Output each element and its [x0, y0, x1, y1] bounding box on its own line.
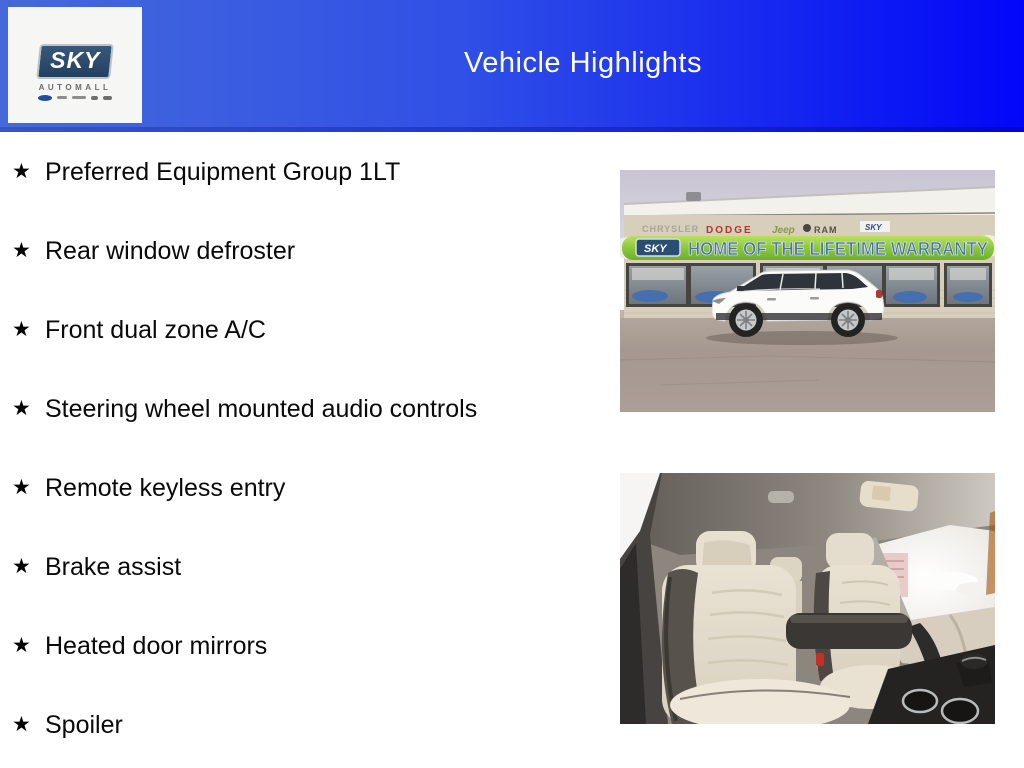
feature-item [12, 158, 477, 186]
header [0, 0, 1024, 127]
feature-item [12, 395, 477, 423]
feature-label: Remote keyless entry [45, 474, 286, 502]
ram-head-icon [803, 224, 811, 232]
sign-ram: RAM [814, 225, 838, 235]
star-bullet-icon: ★ [12, 397, 31, 420]
star-bullet-icon: ★ [12, 634, 31, 657]
ford-logo-icon [38, 95, 52, 101]
banner-text: HOME OF THE LIFETIME WARRANTY [688, 239, 988, 259]
center-armrest [786, 613, 912, 649]
feature-item [12, 474, 477, 502]
automall-label: AUTOMALL [38, 82, 112, 92]
brand-mark-icon [103, 96, 112, 100]
warranty-banner [620, 235, 995, 260]
feature-label: Spoiler [45, 711, 123, 739]
feature-label: Preferred Equipment Group 1LT [45, 158, 401, 186]
feature-item [12, 316, 477, 344]
feature-item [12, 237, 477, 265]
seatbelt-buckle [816, 653, 824, 666]
sign-jeep: Jeep [772, 225, 795, 236]
banner-sky-logo: SKY [644, 243, 667, 255]
feature-item [12, 711, 477, 739]
front-wheel [729, 303, 763, 337]
brand-logos-row [38, 95, 112, 101]
dealer-logo [8, 7, 142, 123]
dome-light [768, 491, 794, 503]
brand-mark-icon [72, 96, 86, 99]
feature-item [12, 632, 477, 660]
headrest-right [826, 533, 874, 569]
interior-photo-art [620, 473, 995, 724]
exterior-photo [620, 170, 995, 412]
interior-photo [620, 473, 995, 724]
sign-chrysler: CHRYSLER [642, 224, 700, 234]
car-shadow [706, 331, 898, 345]
feature-label: Heated door mirrors [45, 632, 268, 660]
star-bullet-icon: ★ [12, 476, 31, 499]
title-area [142, 0, 1024, 127]
rear-wheel [831, 303, 865, 337]
brand-mark-icon [91, 96, 98, 100]
feature-label: Front dual zone A/C [45, 316, 266, 344]
exterior-photo-art [620, 170, 995, 412]
sky-logo-text: SKY [49, 46, 101, 73]
feature-item [12, 553, 477, 581]
feature-label: Brake assist [45, 553, 182, 581]
feature-list [12, 158, 477, 768]
star-bullet-icon: ★ [12, 160, 31, 183]
sign-dodge: DODGE [706, 225, 753, 236]
page-title: Vehicle Highlights [464, 47, 702, 79]
sky-logo-badge [36, 44, 114, 79]
feature-label: Steering wheel mounted audio controls [45, 395, 478, 423]
brand-mark-icon [57, 96, 67, 99]
star-bullet-icon: ★ [12, 239, 31, 262]
star-bullet-icon: ★ [12, 318, 31, 341]
sign-sky: SKY [865, 223, 882, 232]
header-bottom-border [0, 127, 1024, 132]
star-bullet-icon: ★ [12, 555, 31, 578]
star-bullet-icon: ★ [12, 713, 31, 736]
feature-label: Rear window defroster [45, 237, 296, 265]
